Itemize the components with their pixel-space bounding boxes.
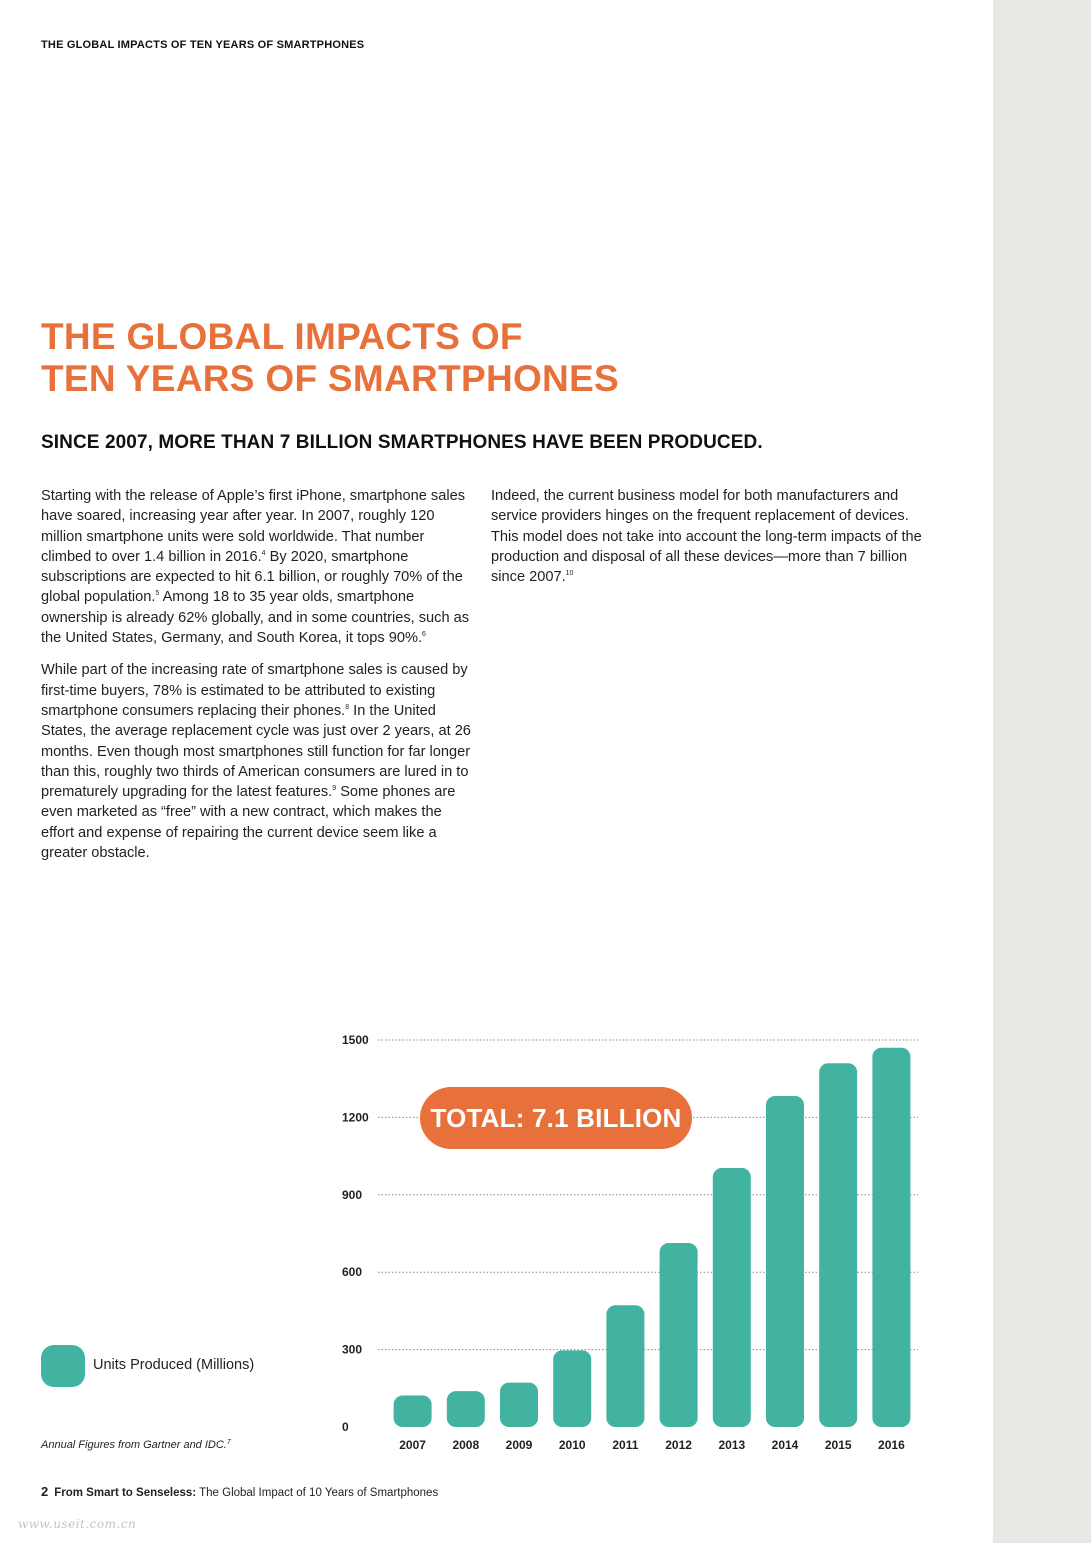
- x-tick-label: 2010: [558, 1438, 586, 1452]
- page-number: 2: [41, 1484, 49, 1499]
- body-text: Some phones are even marketed as “free” with a new contract, which makes the effort and expense of repairing the current device seem like a greater obstacle.: [41, 784, 456, 862]
- body-paragraph-3: [491, 486, 931, 587]
- page-footer: [41, 1484, 438, 1499]
- body-paragraph-1: [41, 486, 476, 648]
- y-tick-label: 900: [342, 1187, 363, 1202]
- x-tick-label: 2013: [718, 1438, 746, 1452]
- subtitle: SINCE 2007, MORE THAN 7 BILLION SMARTPHONES HAVE BEEN PRODUCED.: [41, 432, 763, 453]
- footnote-ref: 10: [565, 570, 574, 578]
- body-text: Among 18 to 35 year olds, smartphone ownership is already 62% globally, and in some countries, such as the United States, Germany, and South Korea, it tops 90%.: [41, 589, 470, 647]
- bar: [766, 1096, 804, 1427]
- running-head: THE GLOBAL IMPACTS OF TEN YEARS OF SMARTPHONES: [41, 39, 365, 51]
- side-margin-band: [993, 0, 1091, 1543]
- y-tick-label: 1500: [342, 1033, 369, 1047]
- x-tick-label: 2014: [771, 1438, 799, 1452]
- page-title-line-1: THE GLOBAL IMPACTS OF: [41, 316, 523, 357]
- x-tick-label: 2015: [824, 1438, 852, 1452]
- bar: [660, 1243, 698, 1427]
- y-tick-label: 1200: [342, 1110, 369, 1125]
- x-tick-label: 2011: [612, 1438, 639, 1452]
- footnote-ref: 5: [155, 590, 160, 598]
- legend-swatch: [41, 1345, 85, 1387]
- total-callout: TOTAL: 7.1 BILLION: [420, 1087, 692, 1149]
- page-title-line-2: TEN YEARS OF SMARTPHONES: [41, 358, 620, 399]
- footnote-ref: 9: [332, 785, 337, 793]
- body-column-left: [41, 486, 476, 875]
- bar: [872, 1048, 910, 1427]
- y-tick-label: 0: [342, 1420, 349, 1434]
- legend-label: Units Produced (Millions): [93, 1357, 255, 1373]
- body-text: In the United States, the average replacement cycle was just over 2 years, at 26 months. Even though most smartphones still function for far longer than this, roughly two thirds of American consumers are lured in to prematurely upgrading for the latest features.: [41, 702, 471, 801]
- bar: [500, 1383, 538, 1427]
- bar-chart: [330, 1020, 930, 1460]
- x-tick-label: 2009: [505, 1438, 533, 1452]
- body-text: Indeed, the current business model for both manufacturers and service providers hinges on the frequent replacement of devices. This model does not take into account the long-term impacts of the production and disposal of all these devices—more than 7 billion since 2007.: [491, 488, 922, 586]
- bar: [819, 1063, 857, 1427]
- x-tick-label: 2012: [665, 1438, 692, 1452]
- body-paragraph-2: [41, 660, 476, 863]
- document-title: The Global Impact of 10 Years of Smartphones: [196, 1487, 439, 1499]
- y-tick-label: 600: [342, 1265, 363, 1280]
- bar: [553, 1350, 591, 1427]
- source-text: Annual Figures from Gartner and IDC.: [41, 1439, 227, 1451]
- x-tick-label: 2007: [399, 1438, 426, 1452]
- x-tick-label: 2008: [452, 1438, 480, 1452]
- footnote-ref: 4: [261, 549, 266, 557]
- body-text: By 2020, smartphone subscriptions are expected to hit 6.1 billion, or roughly 70% of the global population.: [41, 548, 463, 606]
- source-note: [41, 1439, 231, 1451]
- body-text: While part of the increasing rate of smartphone sales is caused by first-time buyers, 78% is estimated to be attributed to existing smartphone consumers replacing their phones.: [41, 662, 468, 719]
- footnote-ref: 8: [345, 703, 350, 711]
- body-column-right: [491, 486, 931, 599]
- watermark: www.useit.com.cn: [18, 1517, 137, 1531]
- body-text: Starting with the release of Apple’s first iPhone, smartphone sales have soared, increasing year after year. In 2007, roughly 120 million smartphone units were sold worldwide. That number climbed to over 1.4 billion in 2016.: [41, 488, 465, 565]
- bar: [447, 1391, 485, 1427]
- x-tick-label: 2016: [878, 1438, 905, 1452]
- series-title: From Smart to Senseless:: [54, 1487, 197, 1499]
- page-title: [41, 316, 619, 400]
- footnote-ref: 7: [226, 1439, 231, 1446]
- y-tick-label: 300: [342, 1342, 363, 1357]
- footnote-ref: 6: [422, 631, 426, 639]
- bar: [713, 1168, 751, 1427]
- bar: [606, 1305, 644, 1427]
- bar: [394, 1396, 432, 1427]
